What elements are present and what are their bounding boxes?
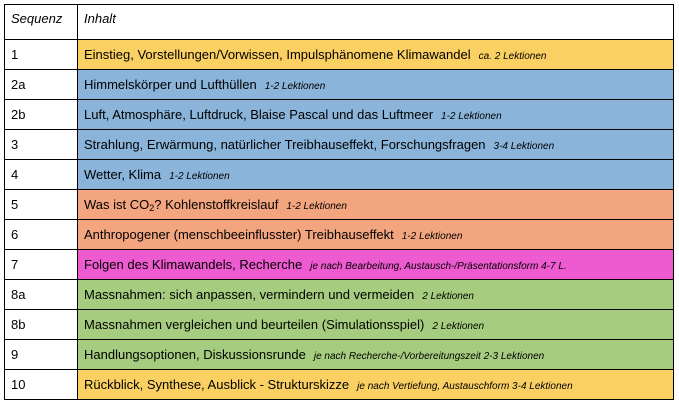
header-sequenz: Sequenz — [5, 5, 78, 40]
content-text: Luft, Atmosphäre, Luftdruck, Blaise Pascal und das Luftmeer — [84, 107, 434, 122]
sequence-number: 10 — [5, 370, 78, 400]
table-row — [5, 70, 674, 100]
content-text: Folgen des Klimawandels, Recherche — [84, 257, 303, 272]
content-cell — [78, 100, 674, 130]
table-row — [5, 100, 674, 130]
table-row — [5, 190, 674, 220]
table-row — [5, 310, 674, 340]
content-text: Was ist CO — [84, 197, 150, 212]
content-text: Massnahmen: sich anpassen, vermindern und vermeiden — [84, 287, 415, 302]
content-cell — [78, 40, 674, 70]
content-cell — [78, 190, 674, 220]
content-text: Rückblick, Synthese, Ausblick - Strukturskizze — [84, 377, 350, 392]
content-text: Massnahmen vergleichen und beurteilen (Simulationsspiel) — [84, 317, 425, 332]
content-cell — [78, 220, 674, 250]
duration-note: 1-2 Lektionen — [169, 171, 230, 182]
table-row — [5, 220, 674, 250]
duration-note: je nach Bearbeitung, Austausch-/Präsentationsform 4-7 L. — [310, 261, 567, 272]
content-text: Anthropogener (menschbeeinflusster) Treibhauseffekt — [84, 227, 394, 242]
content-cell — [78, 130, 674, 160]
table-row — [5, 250, 674, 280]
duration-note: 1-2 Lektionen — [441, 111, 502, 122]
content-cell — [78, 340, 674, 370]
content-text-after: ? Kohlenstoffkreislauf — [154, 197, 279, 212]
table-row — [5, 160, 674, 190]
table-row — [5, 40, 674, 70]
table-row — [5, 340, 674, 370]
content-cell — [78, 70, 674, 100]
duration-note: 1-2 Lektionen — [286, 201, 347, 212]
content-cell — [78, 310, 674, 340]
table-row — [5, 130, 674, 160]
content-cell — [78, 250, 674, 280]
header-inhalt: Inhalt — [78, 5, 674, 40]
table-row — [5, 280, 674, 310]
table-header-row — [5, 5, 674, 40]
duration-note: je nach Recherche-/Vorbereitungszeit 2-3 Lektionen — [313, 351, 545, 362]
duration-note: je nach Vertiefung, Austauschform 3-4 Lektionen — [357, 381, 573, 392]
sequence-number: 8a — [5, 280, 78, 310]
content-text: Himmelskörper und Lufthüllen — [84, 77, 257, 92]
duration-note: 1-2 Lektionen — [264, 81, 326, 92]
duration-note: ca. 2 Lektionen — [478, 51, 547, 62]
duration-note: 3-4 Lektionen — [493, 141, 555, 152]
table-row — [5, 370, 674, 400]
content-text: Wetter, Klima — [84, 167, 162, 182]
content-subscript: 2 — [149, 203, 155, 213]
content-text: Strahlung, Erwärmung, natürlicher Treibhauseffekt, Forschungsfragen — [84, 137, 486, 152]
duration-note: 2 Lektionen — [432, 321, 485, 332]
sequence-number: 1 — [5, 40, 78, 70]
sequence-number: 9 — [5, 340, 78, 370]
sequence-number: 5 — [5, 190, 78, 220]
sequence-number: 6 — [5, 220, 78, 250]
duration-note: 2 Lektionen — [422, 291, 474, 302]
sequence-table — [4, 4, 674, 400]
sequence-number: 2a — [5, 70, 78, 100]
content-cell — [78, 160, 674, 190]
sequence-number: 4 — [5, 160, 78, 190]
duration-note: 1-2 Lektionen — [401, 231, 463, 242]
content-cell — [78, 280, 674, 310]
sequence-number: 2b — [5, 100, 78, 130]
content-cell — [78, 370, 674, 400]
sequence-number: 3 — [5, 130, 78, 160]
content-text: Handlungsoptionen, Diskussionsrunde — [84, 347, 306, 362]
sequence-number: 7 — [5, 250, 78, 280]
sequence-number: 8b — [5, 310, 78, 340]
content-text: Einstieg, Vorstellungen/Vorwissen, Impulsphänomene Klimawandel — [84, 47, 471, 62]
